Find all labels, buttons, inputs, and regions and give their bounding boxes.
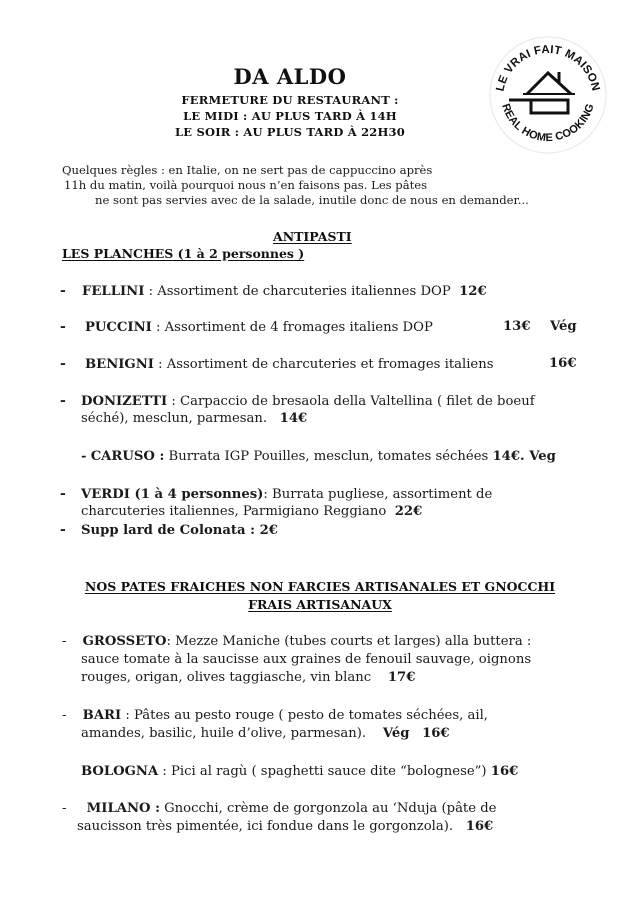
house-pan-icon <box>487 32 609 158</box>
item-description: Assortiment de charcuteries et fromages italiens <box>166 357 494 372</box>
veg-tag-puccini: Vég <box>550 319 577 334</box>
item-price-benigni: 16€ <box>549 356 577 371</box>
item-name: BENIGNI <box>85 357 154 372</box>
item-price: 22€ <box>394 504 423 519</box>
item-price: 16€ <box>422 726 450 741</box>
fait-maison-logo <box>487 32 609 158</box>
item-name: BOLOGNA <box>81 764 159 779</box>
item-name: PUCCINI <box>85 320 152 335</box>
item-description: Pici al ragù ( spaghetti sauce dite “bolognese”) <box>171 764 491 779</box>
item-price-puccini: 13€ <box>503 319 531 334</box>
bullet: - <box>81 449 87 464</box>
menu-item-bari-line2: amandes, basilic, huile d’olive, parmesan). Vég 16€ <box>81 726 450 741</box>
item-price: 14€ <box>279 411 308 426</box>
menu-item-benigni: - BENIGNI : Assortiment de charcuteries et fromages italiens <box>60 356 494 372</box>
item-price: 12€ <box>459 284 487 299</box>
bullet: - <box>60 283 66 299</box>
closing-label: FERMETURE DU RESTAURANT : <box>181 93 399 107</box>
item-description: Burrata IGP Pouilles, mesclun, tomates séchées <box>164 449 493 464</box>
menu-item-supplement <box>60 522 278 538</box>
menu-item-puccini: - PUCCINI : Assortiment de 4 fromages italiens DOP <box>60 319 433 335</box>
item-name: DONIZETTI <box>81 394 168 409</box>
menu-item-milano-line2: saucisson très pimentée, ici fondue dans le gorgonzola). 16€ <box>77 819 494 834</box>
restaurant-name: DA ALDO <box>233 64 347 89</box>
menu-item-grosseto-line3: rouges, origan, olives taggiasche, vin blanc 17€ <box>81 670 416 685</box>
section-title-antipasti: ANTIPASTI <box>273 229 352 244</box>
menu-item-donizetti-line2: séché), mesclun, parmesan. 14€ <box>81 411 308 426</box>
closing-lunch: LE MIDI : AU PLUS TARD À 14H <box>183 109 397 123</box>
item-price: 16€ <box>490 764 519 779</box>
item-name: BARI <box>82 708 122 723</box>
item-name: GROSSETO <box>82 634 167 649</box>
svg-text:LE VRAI FAIT MAISON: LE VRAI FAIT MAISON <box>494 43 602 93</box>
item-description: Gnocchi, crème de gorgonzola au ‘Nduja (pâte de <box>159 801 497 816</box>
rules-line-2: 11h du matin, voilà pourquoi nous n’en faisons pas. Les pâtes <box>64 178 428 192</box>
bullet: - <box>60 319 66 335</box>
svg-text:REAL HOME COOKING: REAL HOME COOKING <box>499 102 597 145</box>
bullet: - <box>62 801 67 816</box>
item-description: Pâtes au pesto rouge ( pesto de tomates séchées, ail, <box>134 708 488 723</box>
rules-line-1: Quelques règles : en Italie, on ne sert pas de cappuccino après <box>62 163 433 177</box>
item-price: 16€ <box>465 819 494 834</box>
bullet: - <box>60 356 66 372</box>
menu-item-verdi-line2: charcuteries italiennes, Parmigiano Reggiano 22€ <box>81 504 423 519</box>
item-name: Supp lard de Colonata : 2€ <box>81 523 278 538</box>
menu-item-grosseto: - GROSSETO: Mezze Maniche (tubes courts et larges) alla buttera : <box>62 634 532 649</box>
menu-item-donizetti: - DONIZETTI : Carpaccio de bresaola della Valtellina ( filet de boeuf <box>60 393 535 409</box>
item-name: VERDI (1 à 4 personnes) <box>81 487 264 502</box>
bullet: - <box>60 486 66 502</box>
bullet: - <box>60 522 66 538</box>
menu-item-bologna: BOLOGNA : Pici al ragù ( spaghetti sauce dite “bolognese”) 16€ <box>81 764 519 779</box>
item-description: Mezze Maniche (tubes courts et larges) alla buttera : <box>175 634 532 649</box>
menu-item-milano <box>62 801 496 816</box>
menu-item-verdi: - VERDI (1 à 4 personnes): Burrata pugliese, assortiment de <box>60 486 493 502</box>
item-description: Assortiment de 4 fromages italiens DOP <box>164 320 433 335</box>
subsection-title-planches: LES PLANCHES (1 à 2 personnes ) <box>62 246 305 261</box>
menu-item-bari: - BARI : Pâtes au pesto rouge ( pesto de tomates séchées, ail, <box>62 708 488 723</box>
item-name: FELLINI <box>82 284 145 299</box>
item-price: 14€. Veg <box>492 449 556 464</box>
item-description: Carpaccio de bresaola della Valtellina ( filet de boeuf <box>180 394 535 409</box>
menu-item-fellini: - FELLINI : Assortiment de charcuteries italiennes DOP 12€ <box>60 283 487 299</box>
item-name: CARUSO : <box>90 449 165 464</box>
bullet: - <box>62 634 67 649</box>
section-title-pasta-line1: NOS PATES FRAICHES NON FARCIES ARTISANALES ET GNOCCHI <box>84 579 556 594</box>
menu-item-grosseto-line2: sauce tomate à la saucisse aux graines de fenouil sauvage, oignons <box>81 652 532 667</box>
item-description: Assortiment de charcuteries italiennes DOP <box>157 284 451 299</box>
bullet: - <box>60 393 66 409</box>
menu-item-caruso <box>81 449 556 464</box>
closing-dinner: LE SOIR : AU PLUS TARD À 22H30 <box>175 125 405 139</box>
veg-tag: Vég <box>382 726 410 741</box>
item-name: MILANO : <box>86 801 160 816</box>
item-price: 17€ <box>387 670 416 685</box>
bullet: - <box>62 708 67 723</box>
section-title-pasta-line2: FRAIS ARTISANAUX <box>248 597 392 612</box>
item-description: Burrata pugliese, assortiment de <box>272 487 493 502</box>
rules-line-3: ne sont pas servies avec de la salade, inutile donc de nous en demander... <box>95 193 529 207</box>
